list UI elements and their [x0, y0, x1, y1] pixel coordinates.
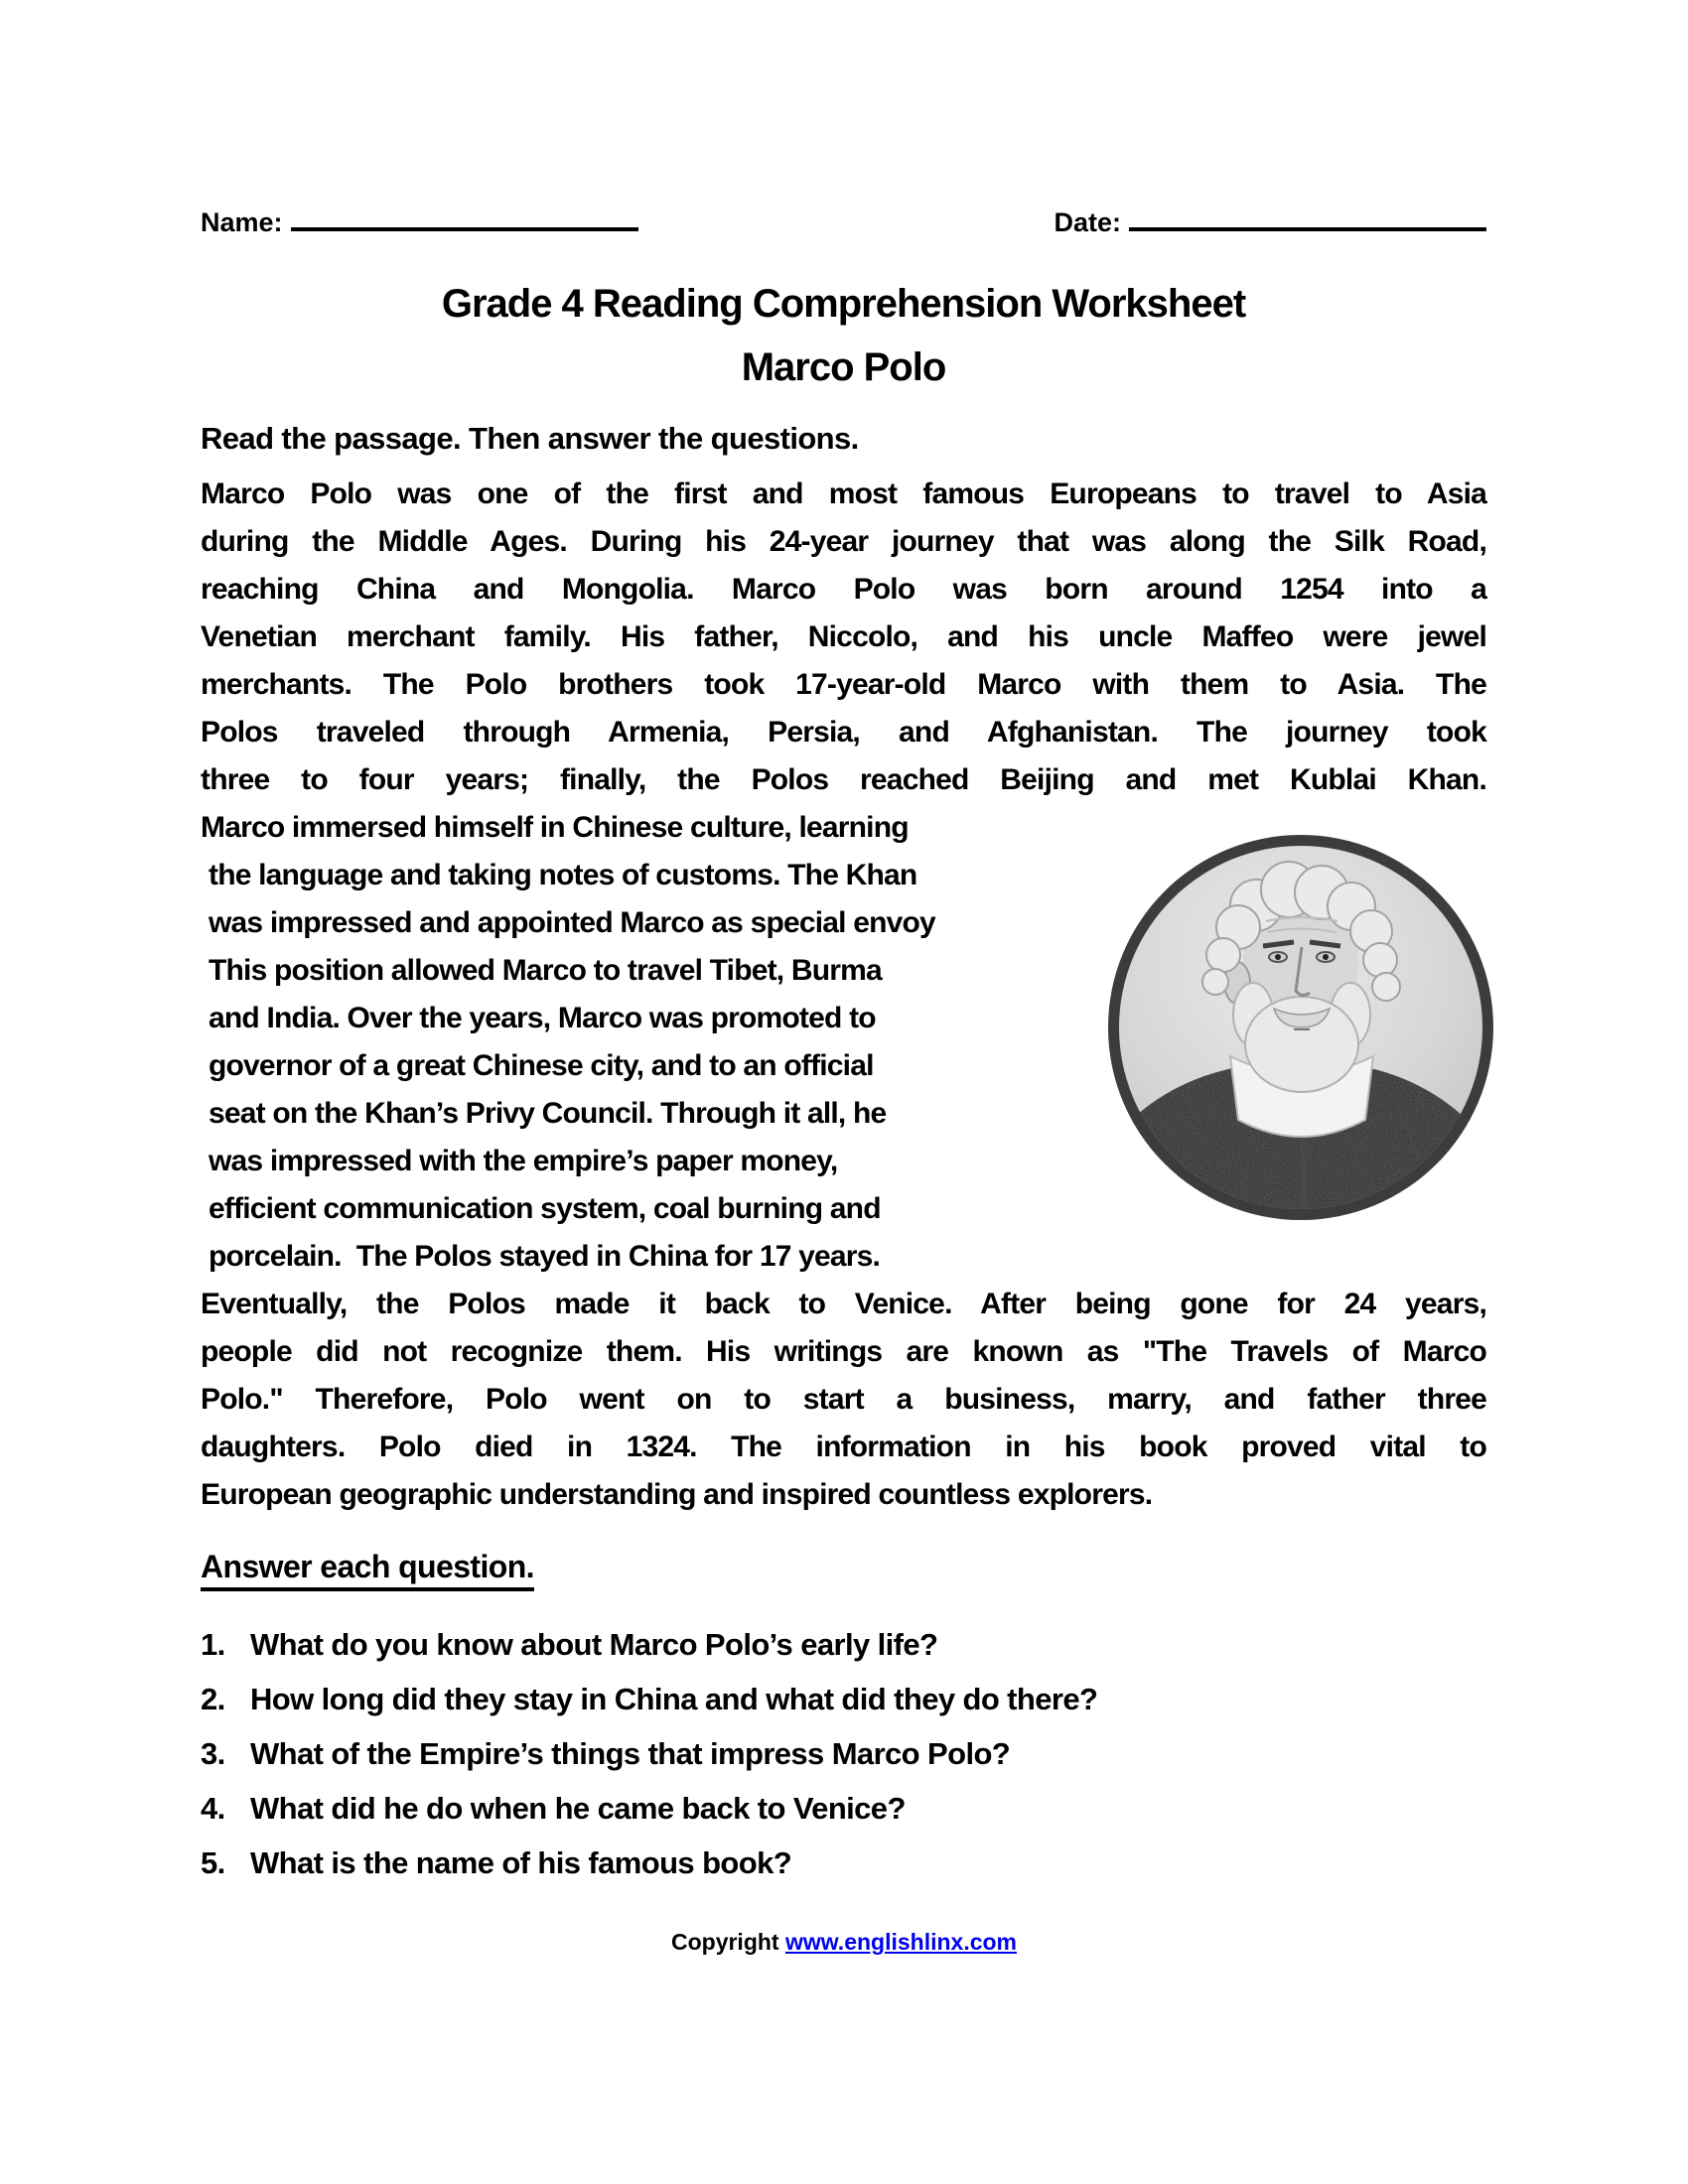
passage-line: Polos traveled through Armenia, Persia, and Afghanistan. The journey took: [201, 716, 1486, 749]
question-number: 2.: [201, 1682, 225, 1716]
passage-line: This position allowed Marco to travel Tibet, Burma: [209, 954, 882, 987]
date-field-group: [1054, 202, 1486, 238]
passage-line: was impressed and appointed Marco as special envoy: [209, 906, 935, 939]
passage-line: daughters. Polo died in 1324. The information in his book proved vital to: [201, 1431, 1486, 1463]
passage-line: and India. Over the years, Marco was promoted to: [209, 1002, 876, 1034]
passage-line: Marco Polo was one of the first and most famous Europeans to travel to Asia: [201, 478, 1486, 510]
question-list: [201, 1625, 1486, 1882]
question-text: What do you know about Marco Polo’s early life?: [250, 1627, 938, 1662]
question-item: [201, 1843, 1486, 1882]
passage-line: governor of a great Chinese city, and to an official: [209, 1049, 874, 1082]
passage-part1: [201, 471, 1486, 804]
answer-section-heading: Answer each question.: [201, 1549, 534, 1591]
question-text: What did he do when he came back to Venice?: [250, 1791, 906, 1826]
question-text: How long did they stay in China and what did they do there?: [250, 1682, 1098, 1716]
passage-part2: [201, 1281, 1486, 1471]
passage-line: porcelain. The Polos stayed in China for 17 years.: [209, 1240, 881, 1273]
passage-line: reaching China and Mongolia. Marco Polo was born around 1254 into a: [201, 573, 1486, 606]
passage-line: Venetian merchant family. His father, Niccolo, and his uncle Maffeo were jewel: [201, 620, 1486, 653]
question-number: 3.: [201, 1736, 225, 1771]
question-text: What of the Empire’s things that impress Marco Polo?: [250, 1736, 1011, 1771]
name-blank-line: [291, 202, 638, 231]
passage-line: Polo." Therefore, Polo went on to start a business, marry, and father three: [201, 1383, 1486, 1416]
worksheet-title: Grade 4 Reading Comprehension Worksheet: [441, 282, 1246, 326]
passage-line: efficient communication system, coal burning and: [209, 1192, 881, 1225]
worksheet-subtitle: Marco Polo: [741, 345, 946, 389]
marco-polo-portrait-image: [1107, 834, 1494, 1221]
passage-line: Marco immersed himself in Chinese culture, learning: [201, 811, 909, 844]
question-number: 4.: [201, 1791, 225, 1826]
header-row: [201, 202, 1486, 238]
date-label: Date:: [1054, 207, 1121, 237]
copyright-label: Copyright: [670, 1929, 779, 1955]
question-item: [201, 1734, 1486, 1773]
passage-line: during the Middle Ages. During his 24-year journey that was along the Silk Road,: [201, 525, 1486, 558]
question-text: What is the name of his famous book?: [250, 1845, 792, 1880]
passage-line: Eventually, the Polos made it back to Venice. After being gone for 24 years,: [201, 1288, 1486, 1320]
passage-line: seat on the Khan’s Privy Council. Through it all, he: [209, 1097, 887, 1130]
passage-line: people did not recognize them. His writings are known as "The Travels of Marco: [201, 1335, 1486, 1368]
name-field-group: [201, 202, 638, 238]
passage-line: the language and taking notes of customs. The Khan: [209, 859, 917, 891]
englishlinx-link[interactable]: www.englishlinx.com: [784, 1929, 1018, 1955]
question-number: 1.: [201, 1627, 225, 1662]
question-item: [201, 1789, 1486, 1828]
question-item: [201, 1625, 1486, 1664]
date-blank-line: [1129, 202, 1486, 231]
instructions-text: Read the passage. Then answer the questions.: [201, 421, 859, 456]
footer: [0, 1928, 1688, 1956]
name-label: Name:: [201, 207, 283, 237]
marco-polo-portrait: [1107, 834, 1494, 1221]
question-number: 5.: [201, 1845, 225, 1880]
passage-last-line: European geographic understanding and inspired countless explorers.: [201, 1478, 1153, 1511]
question-item: [201, 1680, 1486, 1718]
passage-line: was impressed with the empire’s paper money,: [209, 1145, 838, 1177]
passage-line: merchants. The Polo brothers took 17-year-old Marco with them to Asia. The: [201, 668, 1486, 701]
passage-line: three to four years; finally, the Polos reached Beijing and met Kublai Khan.: [201, 763, 1486, 796]
